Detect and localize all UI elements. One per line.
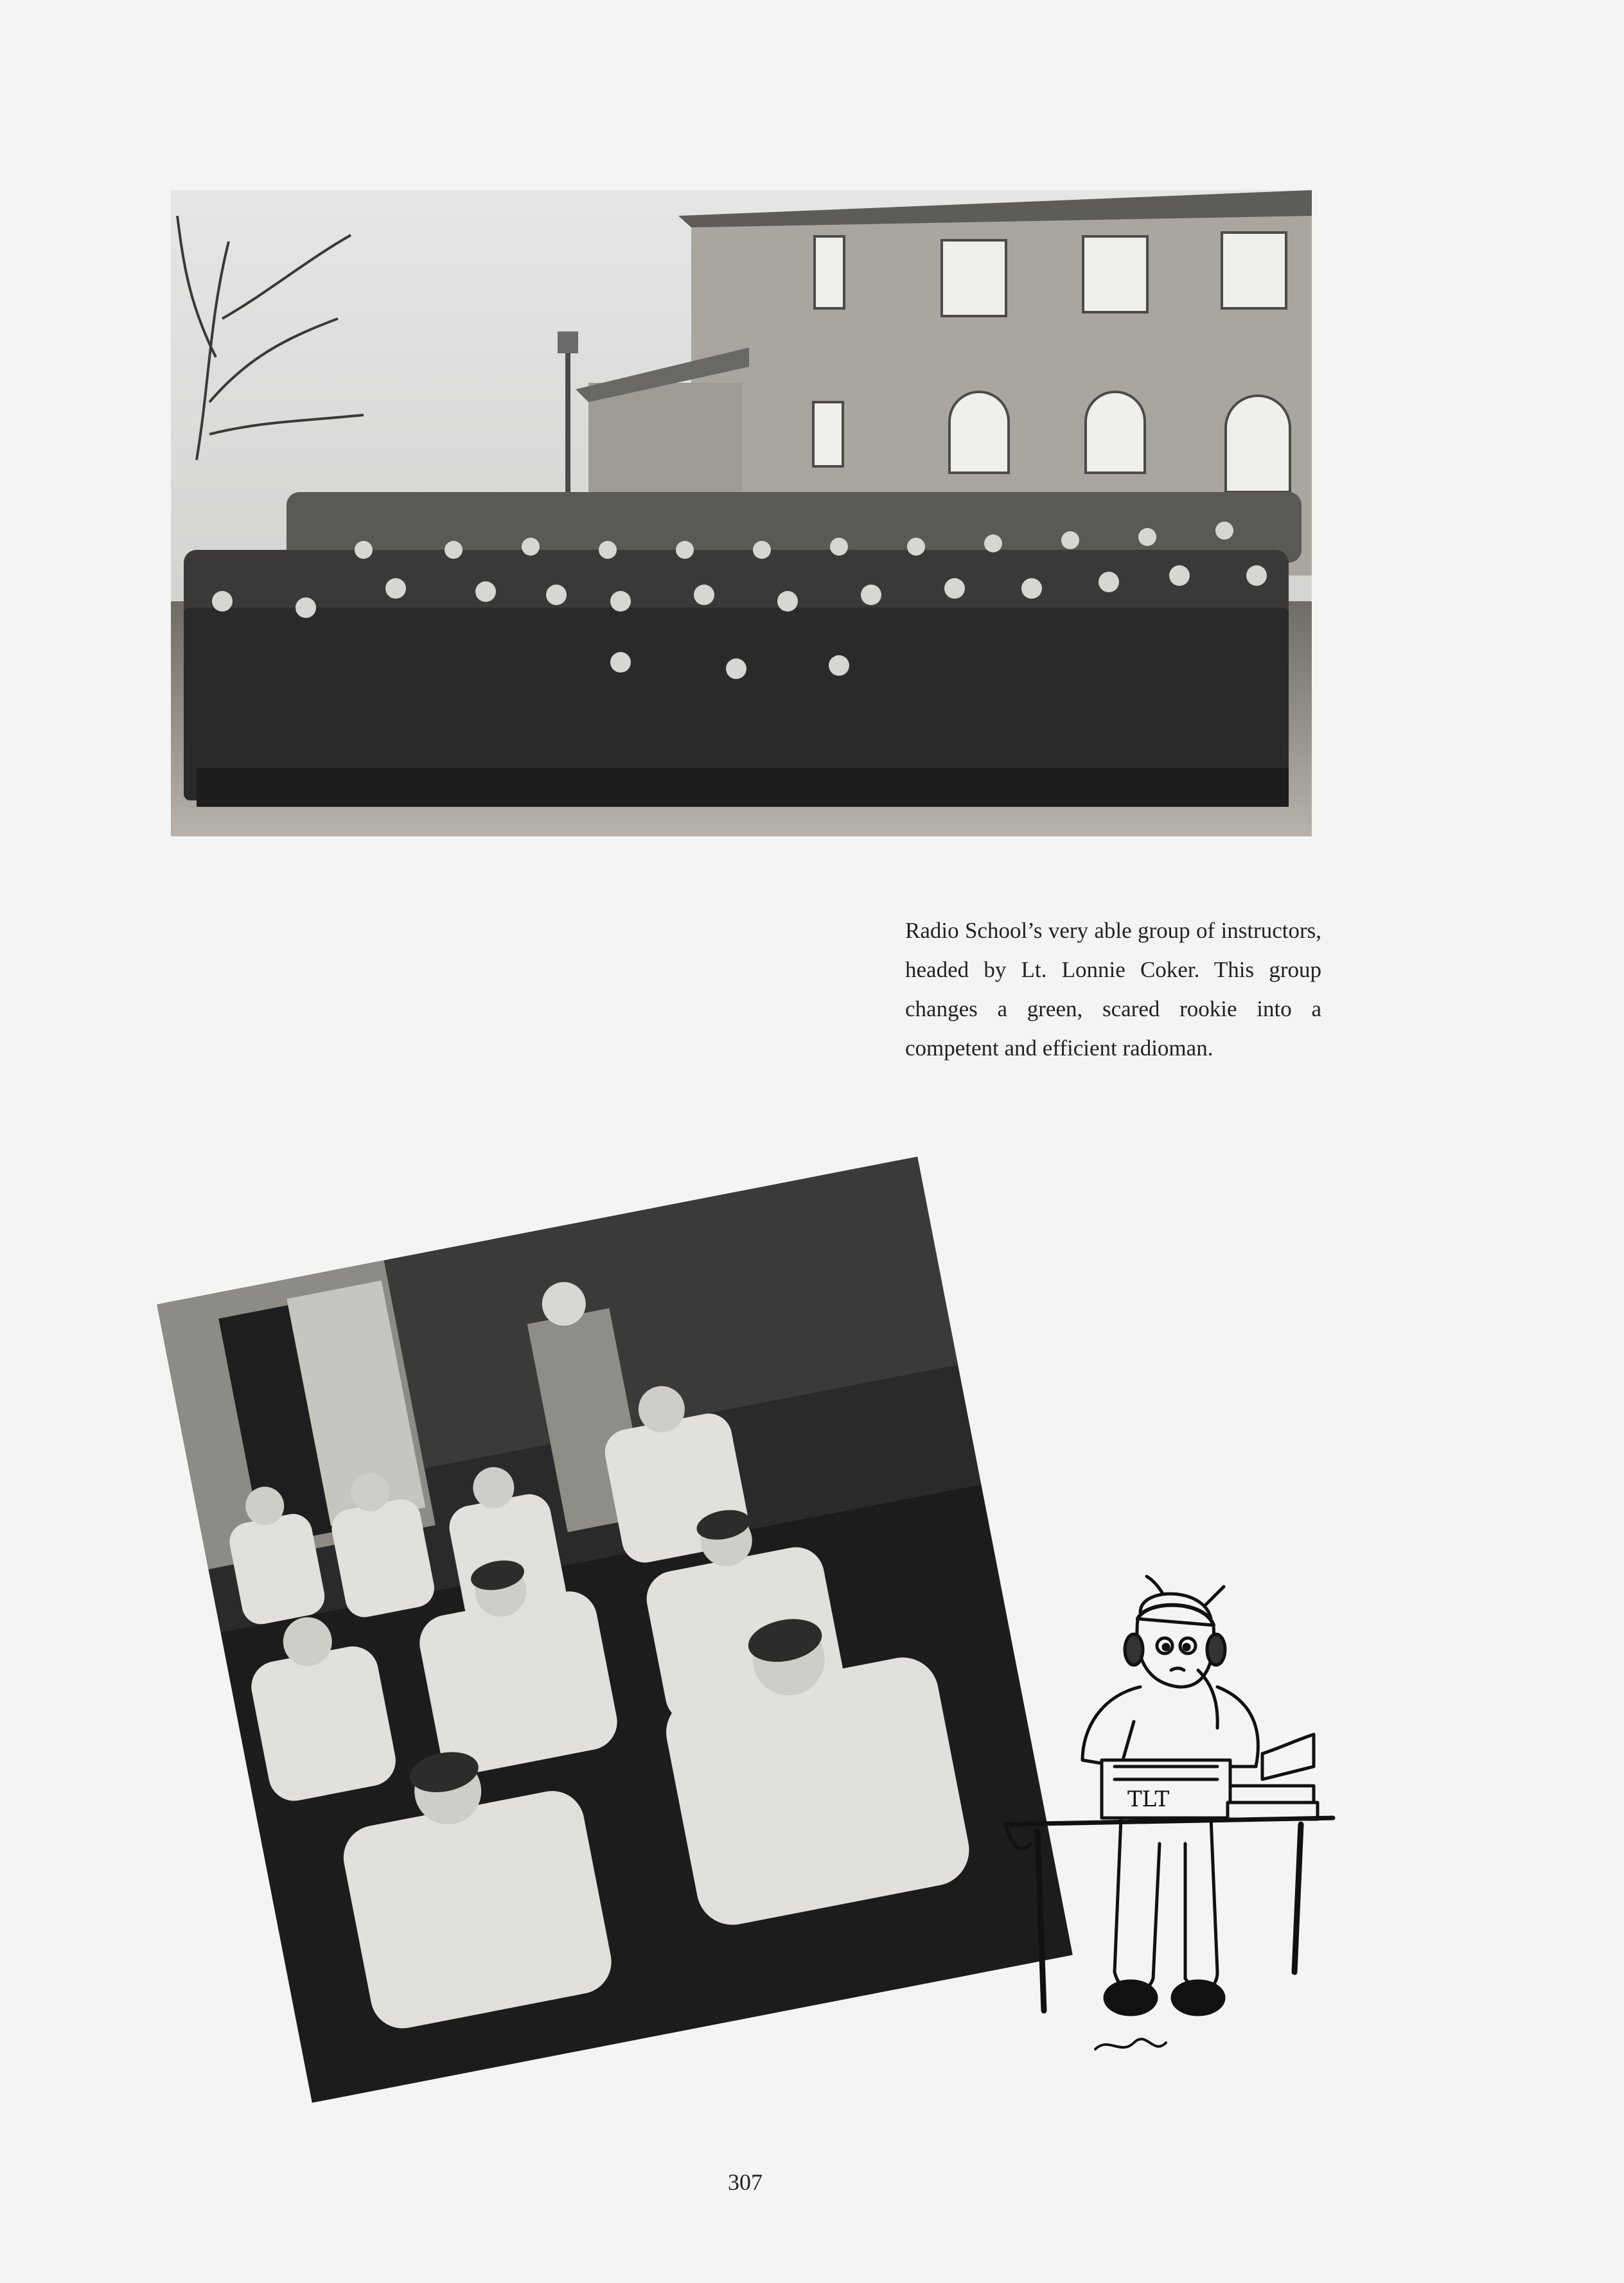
page-number: 307 [728, 2169, 763, 2195]
svg-text:TLT: TLT [1127, 1786, 1170, 1812]
radio-classroom-photo [157, 1157, 1072, 2103]
photo-caption: Radio School’s very able group of instructors, headed by Lt. Lonnie Coker. This group changes a green, scared rookie into a competent and efficient radioman. [905, 918, 1321, 1061]
radioman-cartoon [993, 1574, 1339, 2075]
group-of-instructors-photo [171, 190, 1312, 836]
